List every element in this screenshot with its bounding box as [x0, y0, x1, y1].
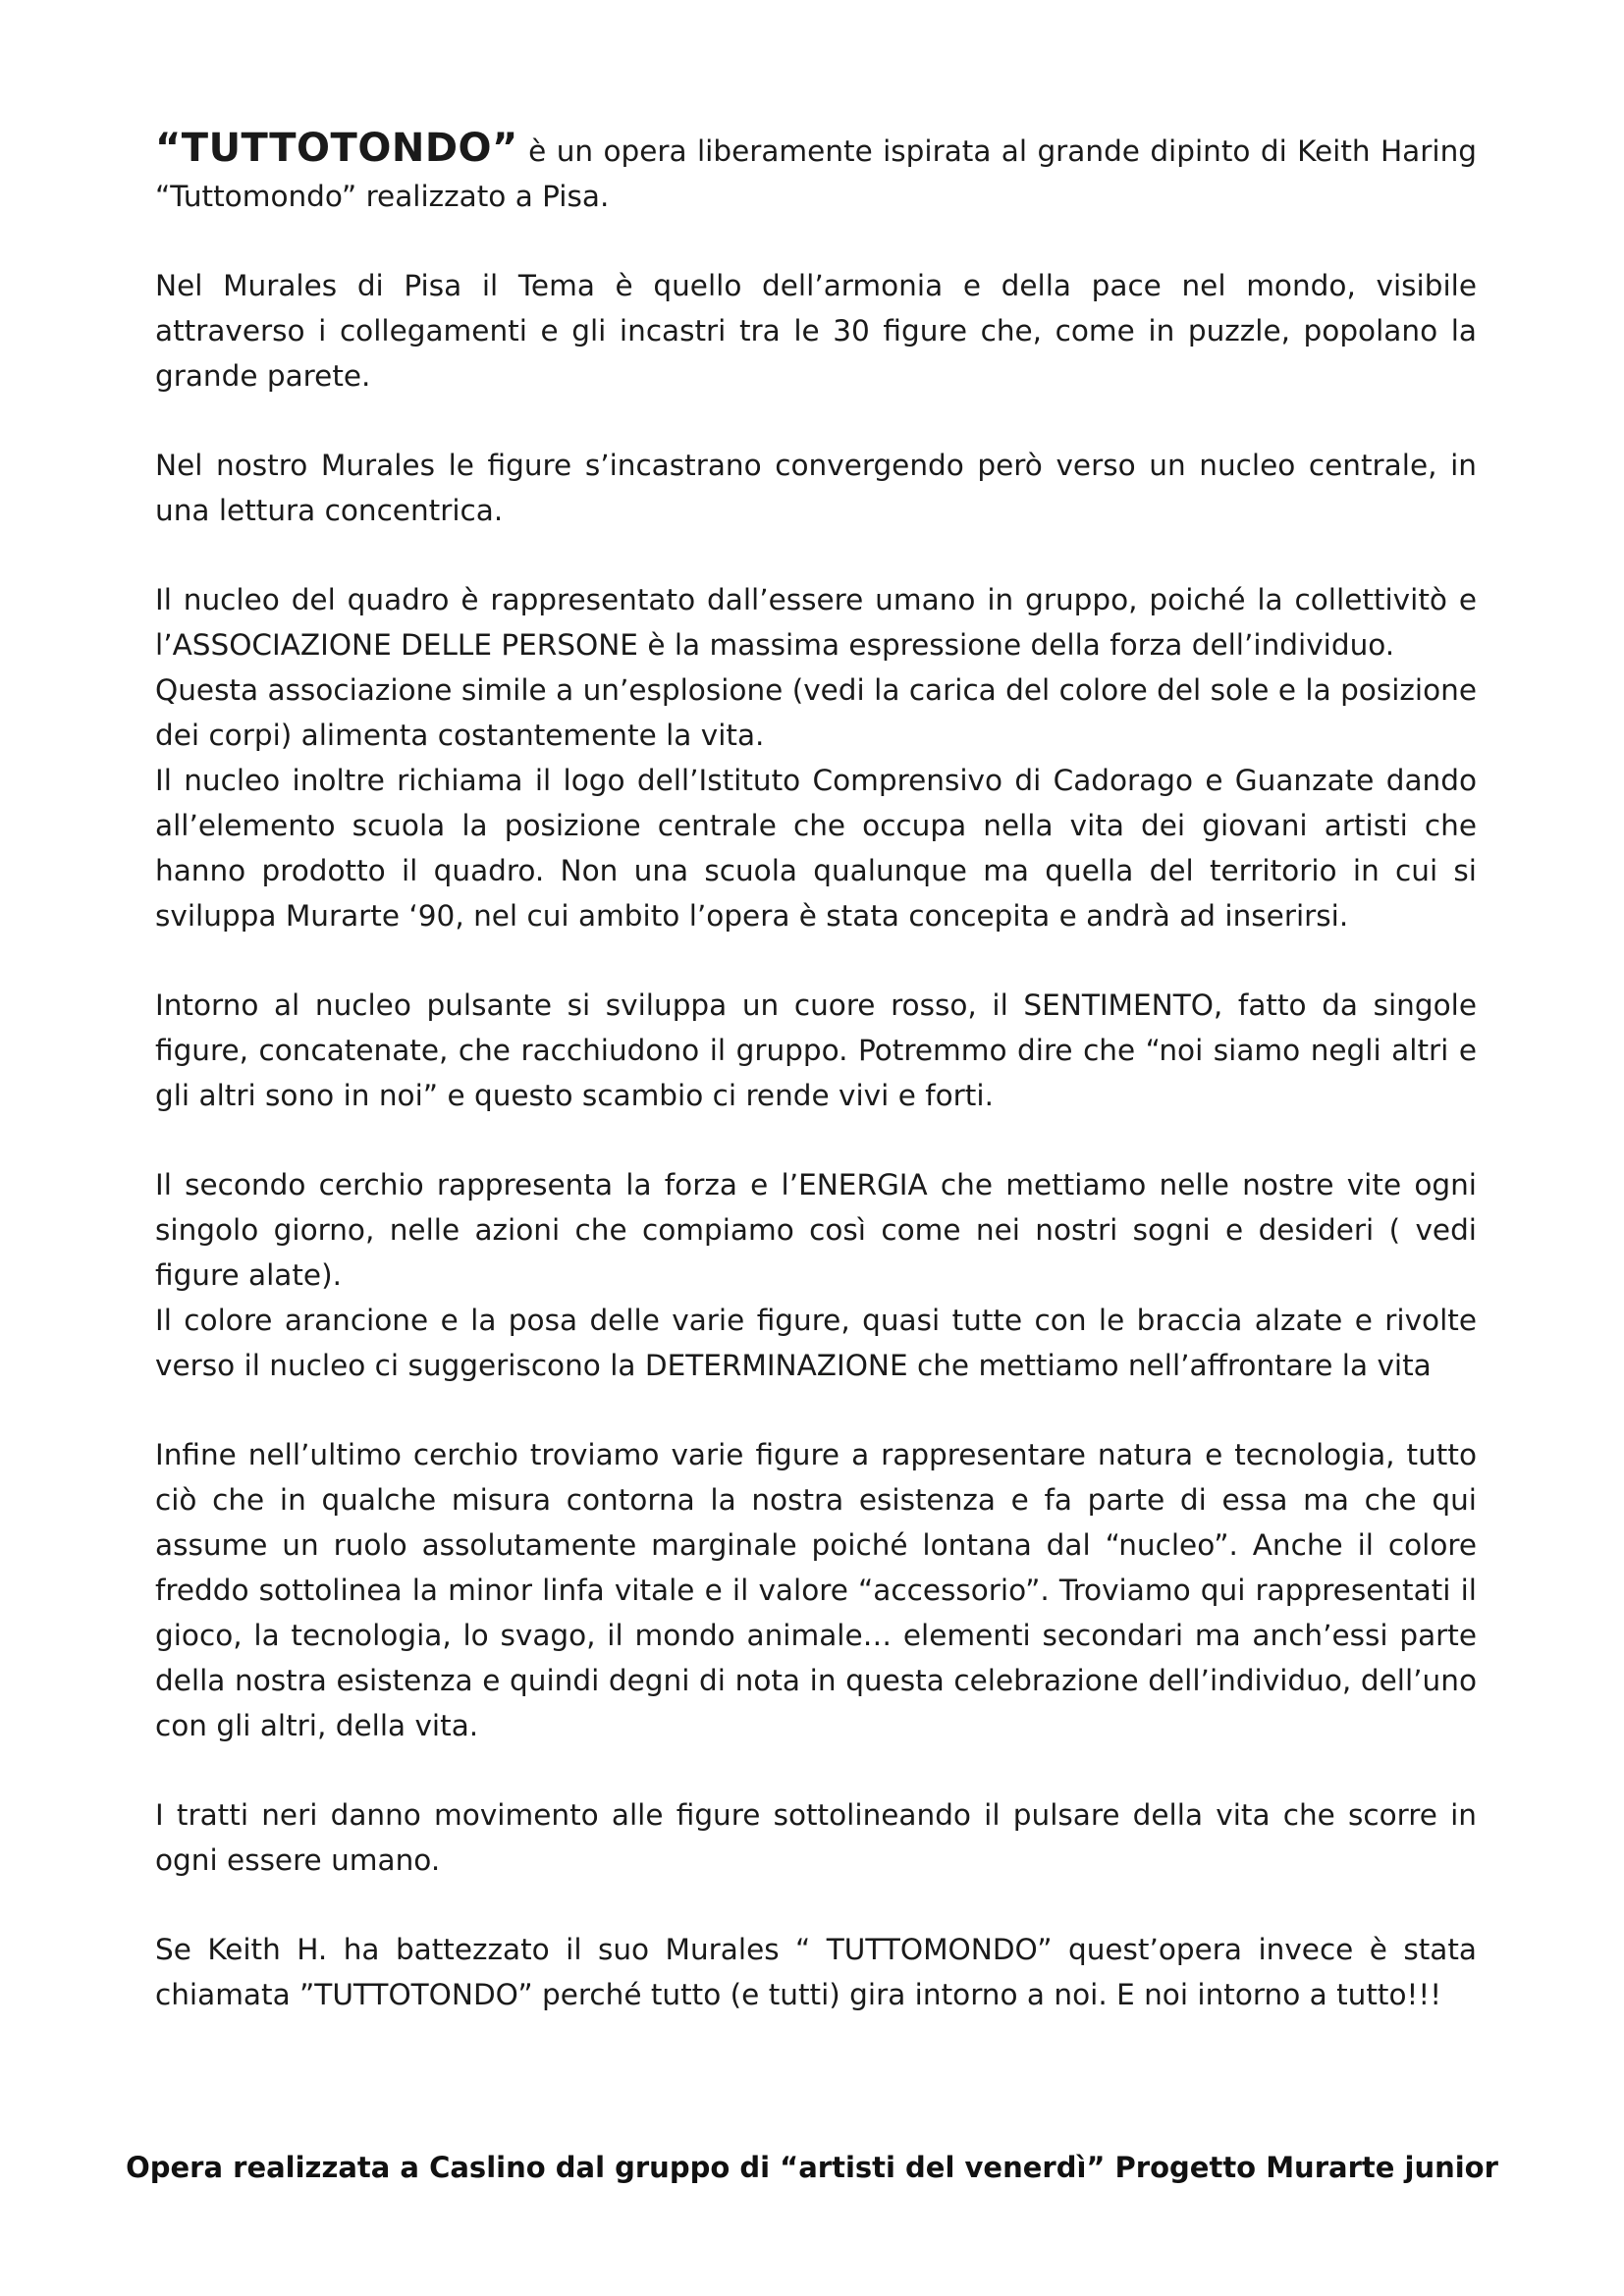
- intro-text: è un opera liberamente ispirata al grande dipinto di Keith Haring “Tuttomondo” realizzato a Pisa.: [155, 134, 1477, 213]
- intro-paragraph: [155, 126, 1477, 219]
- paragraph-conclusion: Se Keith H. ha battezzato il suo Murales “ TUTTOMONDO” quest’opera invece è stata chiamata ”TUTTOTONDO” perché tutto (e tutti) gira intorno a noi. E noi intorno a tutto!!!: [155, 1933, 1477, 2011]
- paragraph-association: Questa associazione simile a un’esplosione (vedi la carica del colore del sole e la posizione dei corpi) alimenta costantemente la vita.: [155, 673, 1477, 752]
- footer-credit: Opera realizzata a Caslino dal gruppo di “artisti del venerdì” Progetto Murarte junior: [126, 2151, 1498, 2184]
- paragraph-orange-color: Il colore arancione e la posa delle varie figure, quasi tutte con le braccia alzate e rivolte verso il nucleo ci suggeriscono la DETERMINAZIONE che mettiamo nell’affrontare la vita: [155, 1304, 1477, 1382]
- paragraph-pisa-mural: Nel Murales di Pisa il Tema è quello dell’armonia e della pace nel mondo, visibile attraverso i collegamenti e gli incastri tra le 30 figure che, come in puzzle, popolano la grande parete.: [155, 269, 1477, 393]
- work-title: “TUTTOTONDO”: [155, 126, 518, 171]
- paragraph-heart: Intorno al nucleo pulsante si sviluppa un cuore rosso, il SENTIMENTO, fatto da singole figure, concatenate, che racchiudono il gruppo. Potremmo dire che “noi siamo negli altri e gli altri sono in noi” e questo scambio ci rende vivi e forti.: [155, 988, 1477, 1112]
- document-body: [155, 126, 1477, 2061]
- paragraph-our-mural: Nel nostro Murales le figure s’incastrano convergendo però verso un nucleo centrale, in una lettura concentrica.: [155, 449, 1477, 527]
- paragraph-second-circle: Il secondo cerchio rappresenta la forza e l’ENERGIA che mettiamo nelle nostre vite ogni singolo giorno, nelle azioni che compiamo così come nei nostri sogni e desideri ( vedi figure alate).: [155, 1168, 1477, 1292]
- paragraph-school-logo: Il nucleo inoltre richiama il logo dell’Istituto Comprensivo di Cadorago e Guanzate dando all’elemento scuola la posizione centrale che occupa nella vita dei giovani artisti che hanno prodotto il quadro. Non una scuola qualunque ma quella del territorio in cui si sviluppa Murarte ‘90, nel cui ambito l’opera è stata concepita e andrà ad inserirsi.: [155, 764, 1477, 933]
- paragraph-nucleus: Il nucleo del quadro è rappresentato dall’essere umano in gruppo, poiché la collettivitò e l’ASSOCIAZIONE DELLE PERSONE è la massima espressione della forza dell’individuo.: [155, 583, 1477, 662]
- paragraph-last-circle: Infine nell’ultimo cerchio troviamo varie figure a rappresentare natura e tecnologia, tutto ciò che in qualche misura contorna la nostra esistenza e fa parte di essa ma che qui assume un ruolo assolutamente marginale poiché lontana dal “nucleo”. Anche il colore freddo sottolinea la minor linfa vitale e il valore “accessorio”. Troviamo qui rappresentati il gioco, la tecnologia, lo svago, il mondo animale… elementi secondari ma anch’essi parte della nostra esistenza e quindi degni di nota in questa celebrazione dell’individuo, dell’uno con gli altri, della vita.: [155, 1438, 1477, 1742]
- paragraph-black-lines: I tratti neri danno movimento alle figure sottolineando il pulsare della vita che scorre in ogni essere umano.: [155, 1798, 1477, 1877]
